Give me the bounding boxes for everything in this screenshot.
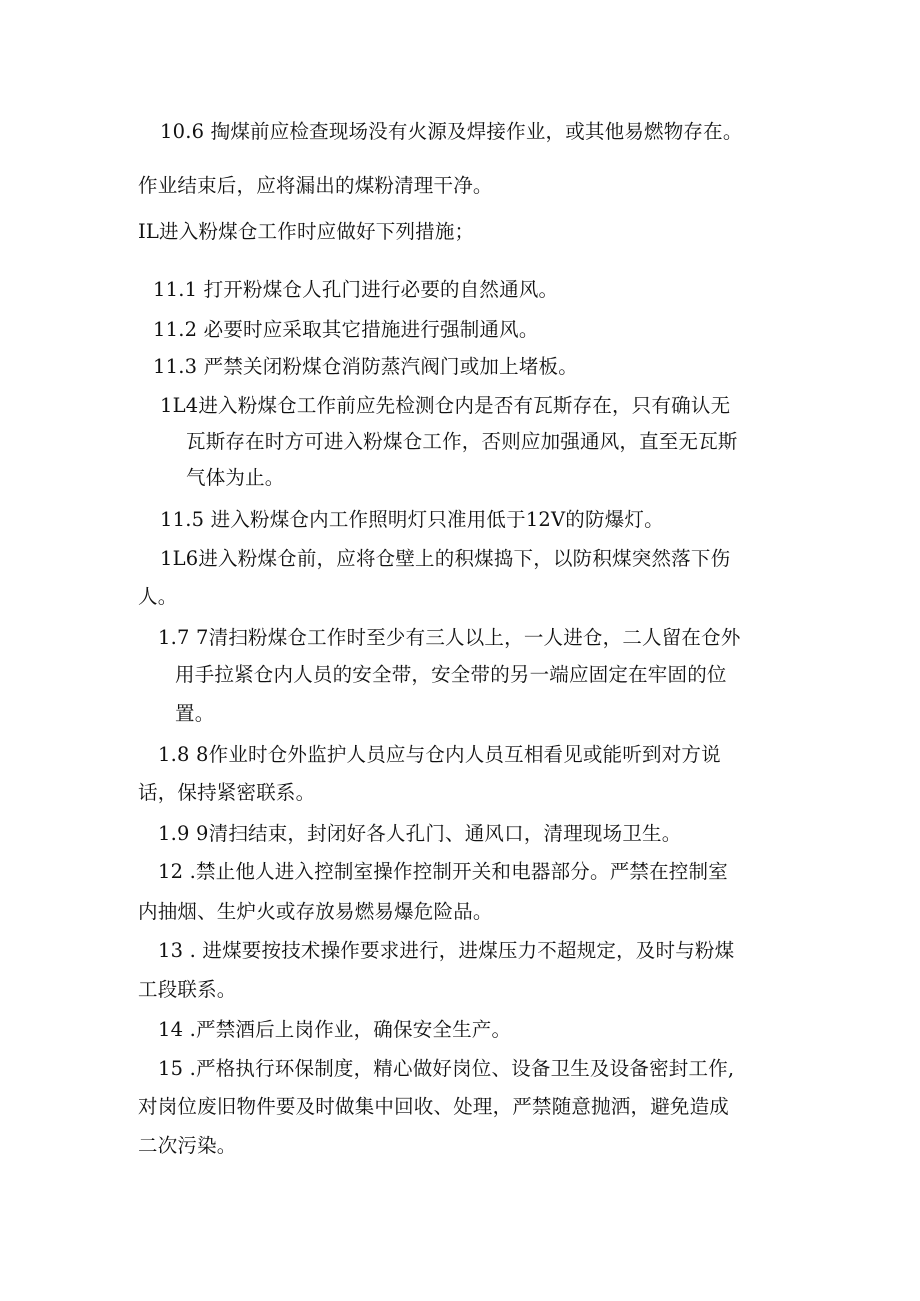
text-line-14: 14 .严禁酒后上岗作业，确保安全生产。	[158, 1018, 512, 1041]
text-line-11-7-cont2: 置。	[175, 702, 215, 725]
text-line-15-cont2: 二次污染。	[138, 1134, 237, 1157]
text-line-11-4: 1L4进入粉煤仓工作前应先检测仓内是否有瓦斯存在，只有确认无	[160, 394, 731, 417]
text-line-11-1: 11.1 打开粉煤仓人孔门进行必要的自然通风。	[153, 278, 559, 301]
text-line-11-9: 1.9 9清扫结束，封闭好各人孔门、通风口，清理现场卫生。	[158, 822, 682, 845]
text-line-11-3: 11.3 严禁关闭粉煤仓消防蒸汽阀门或加上堵板。	[153, 355, 578, 378]
text-line-11-5: 11.5 进入粉煤仓内工作照明灯只准用低于12V的防爆灯。	[160, 508, 664, 531]
text-line-11-heading: IL进入粉煤仓工作时应做好下列措施；	[138, 220, 475, 243]
text-line-13-cont: 工段联系。	[138, 978, 237, 1001]
text-line-11-8: 1.8 8作业时仓外监护人员应与仓内人员互相看见或能听到对方说	[158, 743, 721, 766]
text-line-11-6: 1L6进入粉煤仓前，应将仓壁上的积煤捣下，以防积煤突然落下伤	[160, 547, 731, 570]
text-line-15: 15 .严格执行环保制度，精心做好岗位、设备卫生及设备密封工作,	[158, 1057, 735, 1080]
text-line-11-4-cont1: 瓦斯存在时方可进入粉煤仓工作，否则应加强通风，直至无瓦斯	[186, 430, 738, 453]
text-line-12-cont: 内抽烟、生炉火或存放易燃易爆危险品。	[138, 900, 493, 923]
text-line-10-6-cont: 作业结束后，应将漏出的煤粉清理干净。	[138, 174, 493, 197]
text-line-11-8-cont: 话，保持紧密联系。	[138, 781, 316, 804]
text-line-15-cont1: 对岗位废旧物件要及时做集中回收、处理，严禁随意抛洒，避免造成	[138, 1095, 730, 1118]
text-line-11-7: 1.7 7清扫粉煤仓工作时至少有三人以上，一人进仓，二人留在仓外	[158, 626, 741, 649]
text-line-10-6: 10.6 掏煤前应检查现场没有火源及焊接作业，或其他易燃物存在。	[160, 120, 743, 143]
text-line-13: 13 . 进煤要按技术操作要求进行，进煤压力不超规定，及时与粉煤	[158, 939, 735, 962]
text-line-11-6-cont: 人。	[138, 585, 178, 608]
text-line-11-2: 11.2 必要时应采取其它措施进行强制通风。	[153, 318, 539, 341]
text-line-11-7-cont1: 用手拉紧仓内人员的安全带，安全带的另一端应固定在牢固的位	[175, 663, 727, 686]
text-line-12: 12 .禁止他人进入控制室操作控制开关和电器部分。严禁在控制室	[158, 860, 728, 883]
text-line-11-4-cont2: 气体为止。	[186, 466, 285, 489]
